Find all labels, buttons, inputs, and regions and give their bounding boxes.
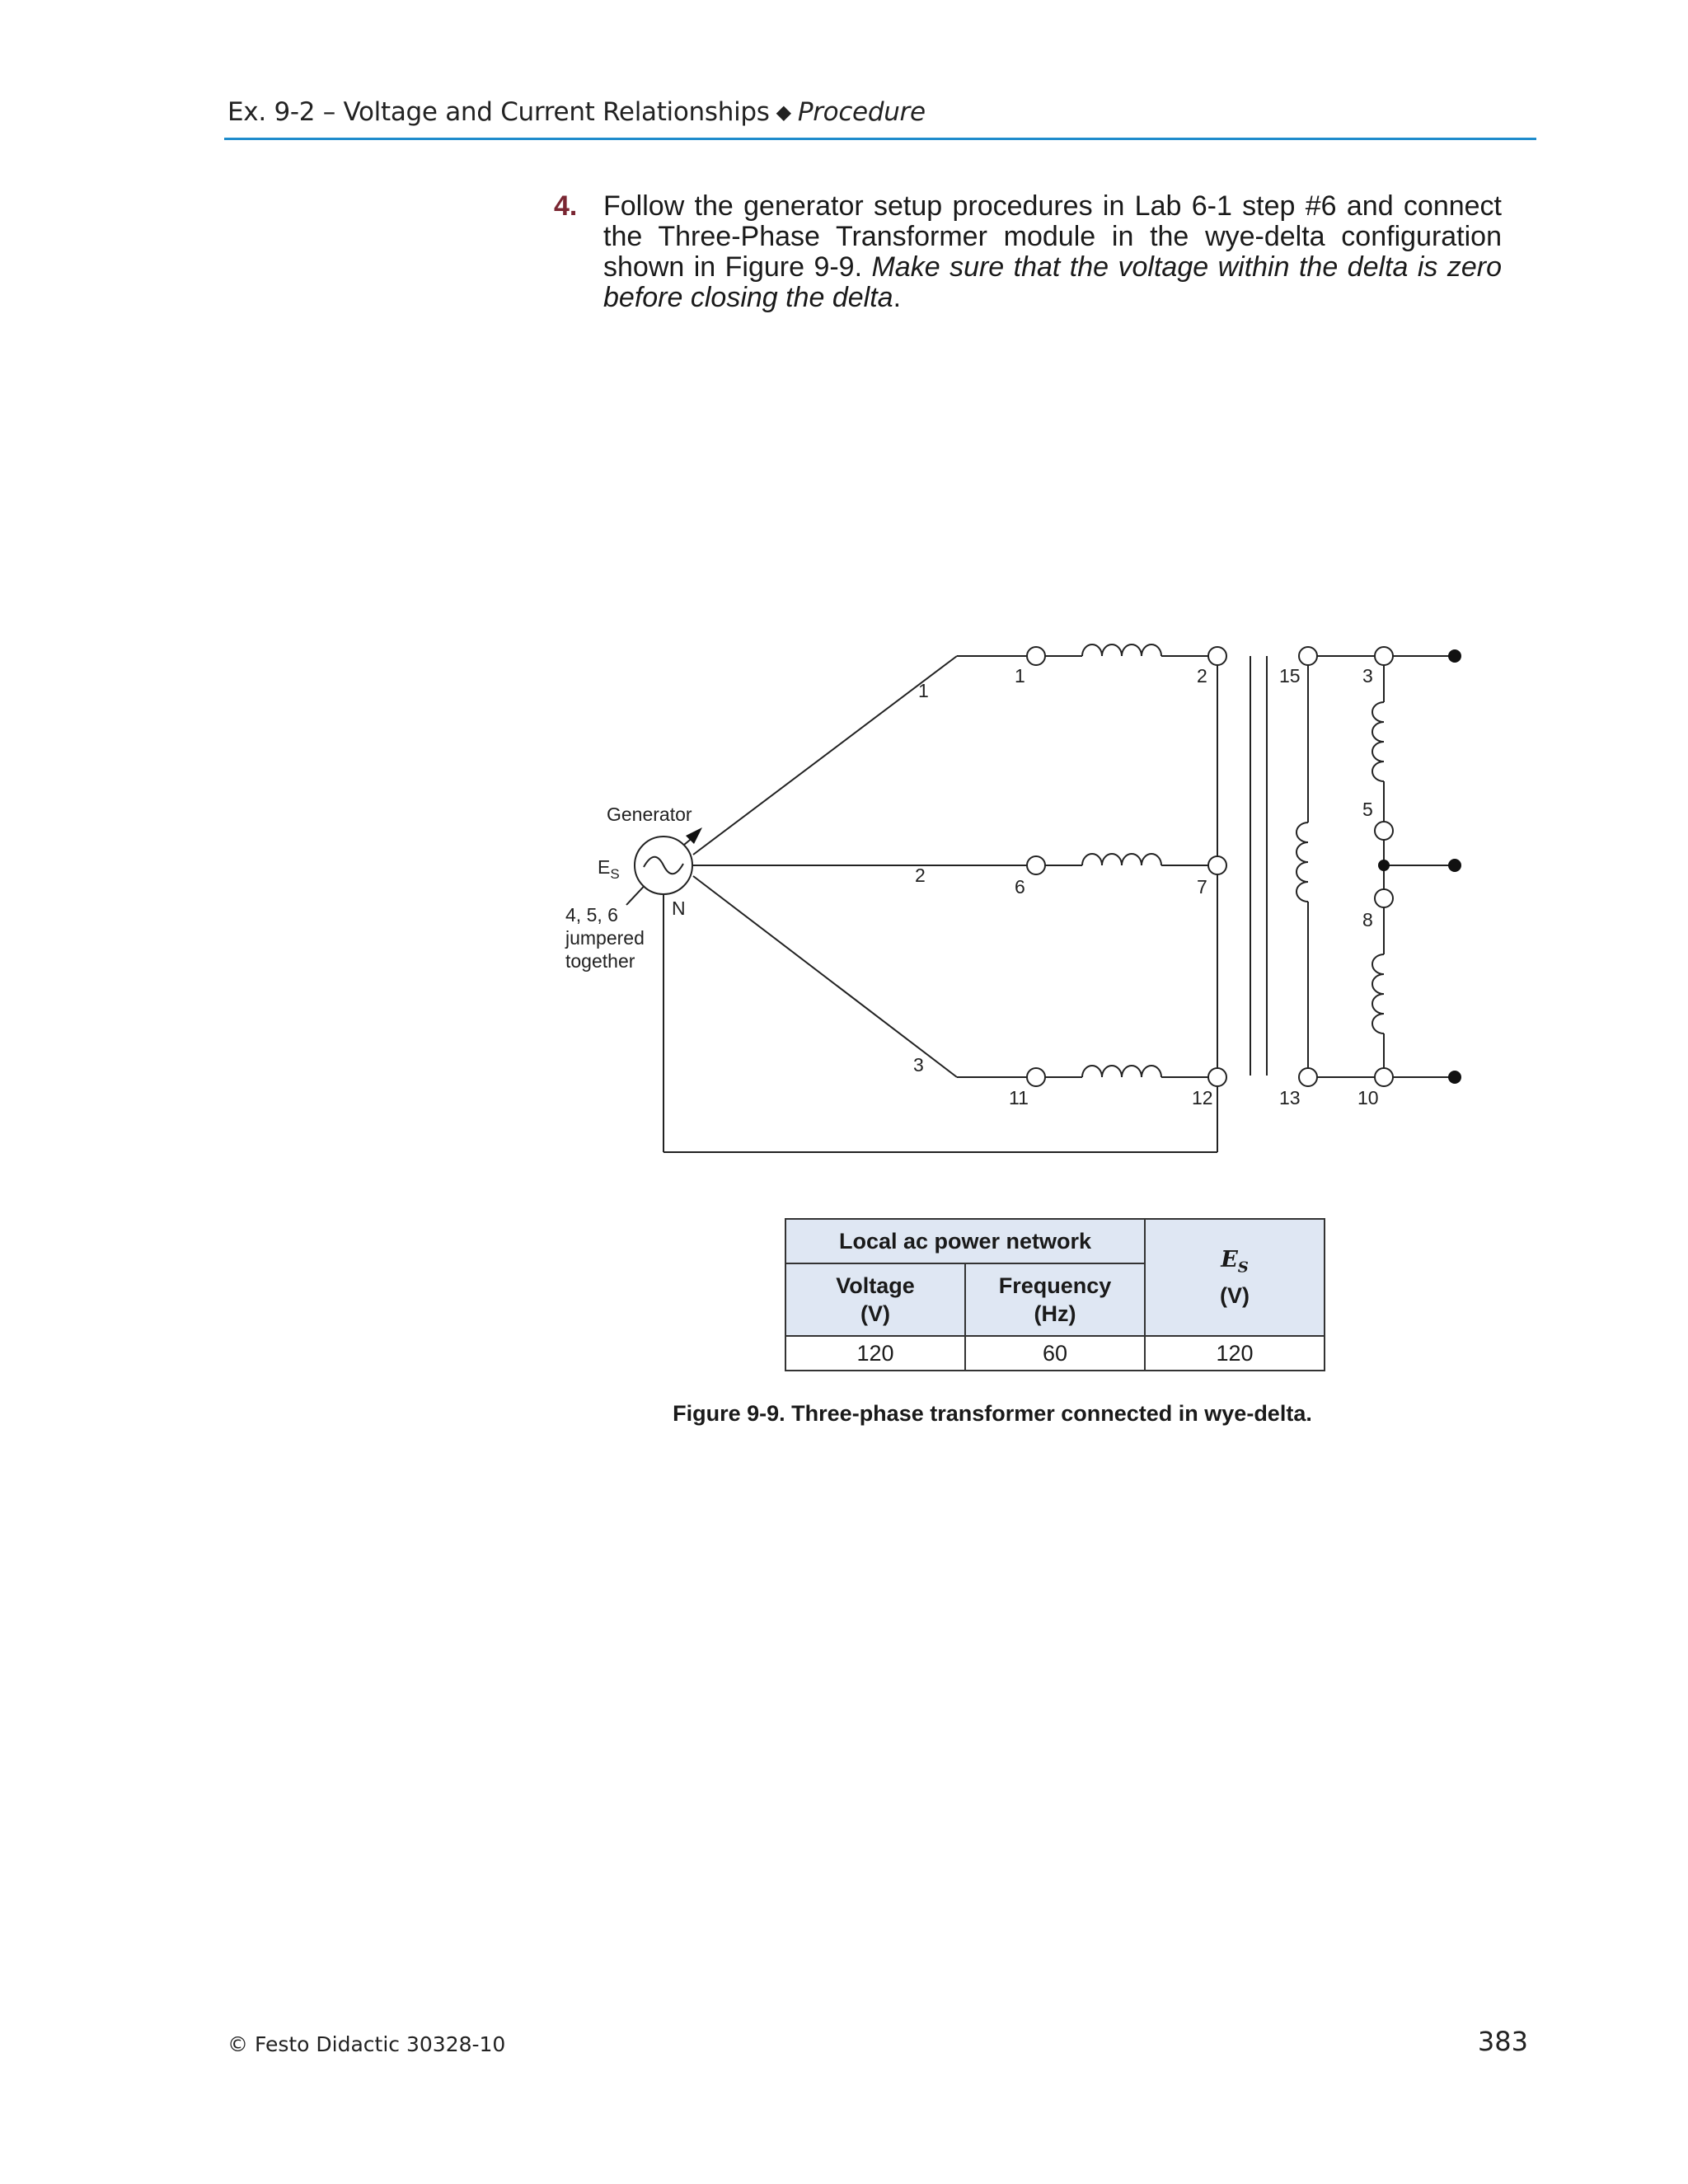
terminal-label: 5 — [1362, 799, 1373, 820]
table-row — [785, 1336, 1325, 1371]
terminal-label: 3 — [1362, 665, 1373, 687]
transformer-core — [1250, 656, 1267, 1076]
jumper-note-line-1: 4, 5, 6 — [565, 904, 618, 926]
cell-voltage: 120 — [785, 1336, 965, 1371]
neutral-label: N — [672, 898, 686, 919]
cell-es: 120 — [1145, 1336, 1325, 1371]
footer-copyright: © Festo Didactic 30328-10 — [227, 2032, 506, 2056]
terminal-label: 8 — [1362, 909, 1373, 930]
power-network-table — [785, 1218, 1325, 1371]
terminal-label: 2 — [1197, 665, 1207, 687]
line-label-2: 2 — [915, 865, 926, 886]
step-text-normal: Follow the generator setup procedures in Lab 6-1 step #6 and connect the Three-Phase Transformer module in the wye-delta configuration shown in Figure 9-9. — [603, 190, 1502, 283]
diamond-icon: ◆ — [776, 101, 791, 124]
table-header-frequency: Frequency (Hz) — [965, 1263, 1145, 1336]
es-label: $E_S$ — [598, 856, 620, 882]
generator-symbol — [635, 827, 702, 894]
terminal-label: 6 — [1015, 876, 1025, 898]
output-node — [1448, 649, 1461, 663]
terminal-label: 15 — [1279, 665, 1301, 687]
es-unit: (V) — [1220, 1283, 1250, 1309]
terminal-label: 1 — [1015, 665, 1025, 687]
page-number: 383 — [1477, 2026, 1528, 2057]
step-number: 4. — [554, 190, 578, 222]
header-title: Ex. 9-2 – Voltage and Current Relationships — [227, 97, 770, 127]
secondary-windings — [1296, 647, 1461, 1086]
cell-frequency: 60 — [965, 1336, 1145, 1371]
figure-caption: Figure 9-9. Three-phase transformer connected in wye-delta. — [673, 1401, 1312, 1426]
generator-label: Generator — [607, 804, 692, 825]
junction-node — [1378, 860, 1390, 871]
step-text-italic: Make sure that the voltage within the delta is zero before closing the delta — [603, 251, 1502, 313]
output-node — [1448, 1071, 1461, 1084]
terminal-label: 7 — [1197, 876, 1207, 898]
terminal-label: 10 — [1357, 1087, 1379, 1108]
table-header-es — [1145, 1219, 1325, 1336]
line-label-3: 3 — [913, 1054, 924, 1076]
output-node — [1448, 859, 1461, 872]
table-group-header: Local ac power network — [785, 1219, 1145, 1263]
es-symbol: $E_S$ — [1221, 1246, 1249, 1277]
terminal-label: 12 — [1192, 1087, 1213, 1108]
terminal-label: 13 — [1279, 1087, 1301, 1108]
table-header-voltage: Voltage (V) — [785, 1263, 965, 1336]
generator-wiring — [626, 656, 1217, 1152]
jumper-note-line-3: together — [565, 950, 635, 972]
step-text-end: . — [893, 282, 902, 313]
terminal-label: 11 — [1009, 1087, 1029, 1108]
jumper-note-line-2: jumpered — [565, 927, 645, 949]
header-section: Procedure — [797, 97, 926, 127]
primary-windings — [1027, 644, 1226, 1086]
line-label-1: 1 — [918, 680, 929, 701]
